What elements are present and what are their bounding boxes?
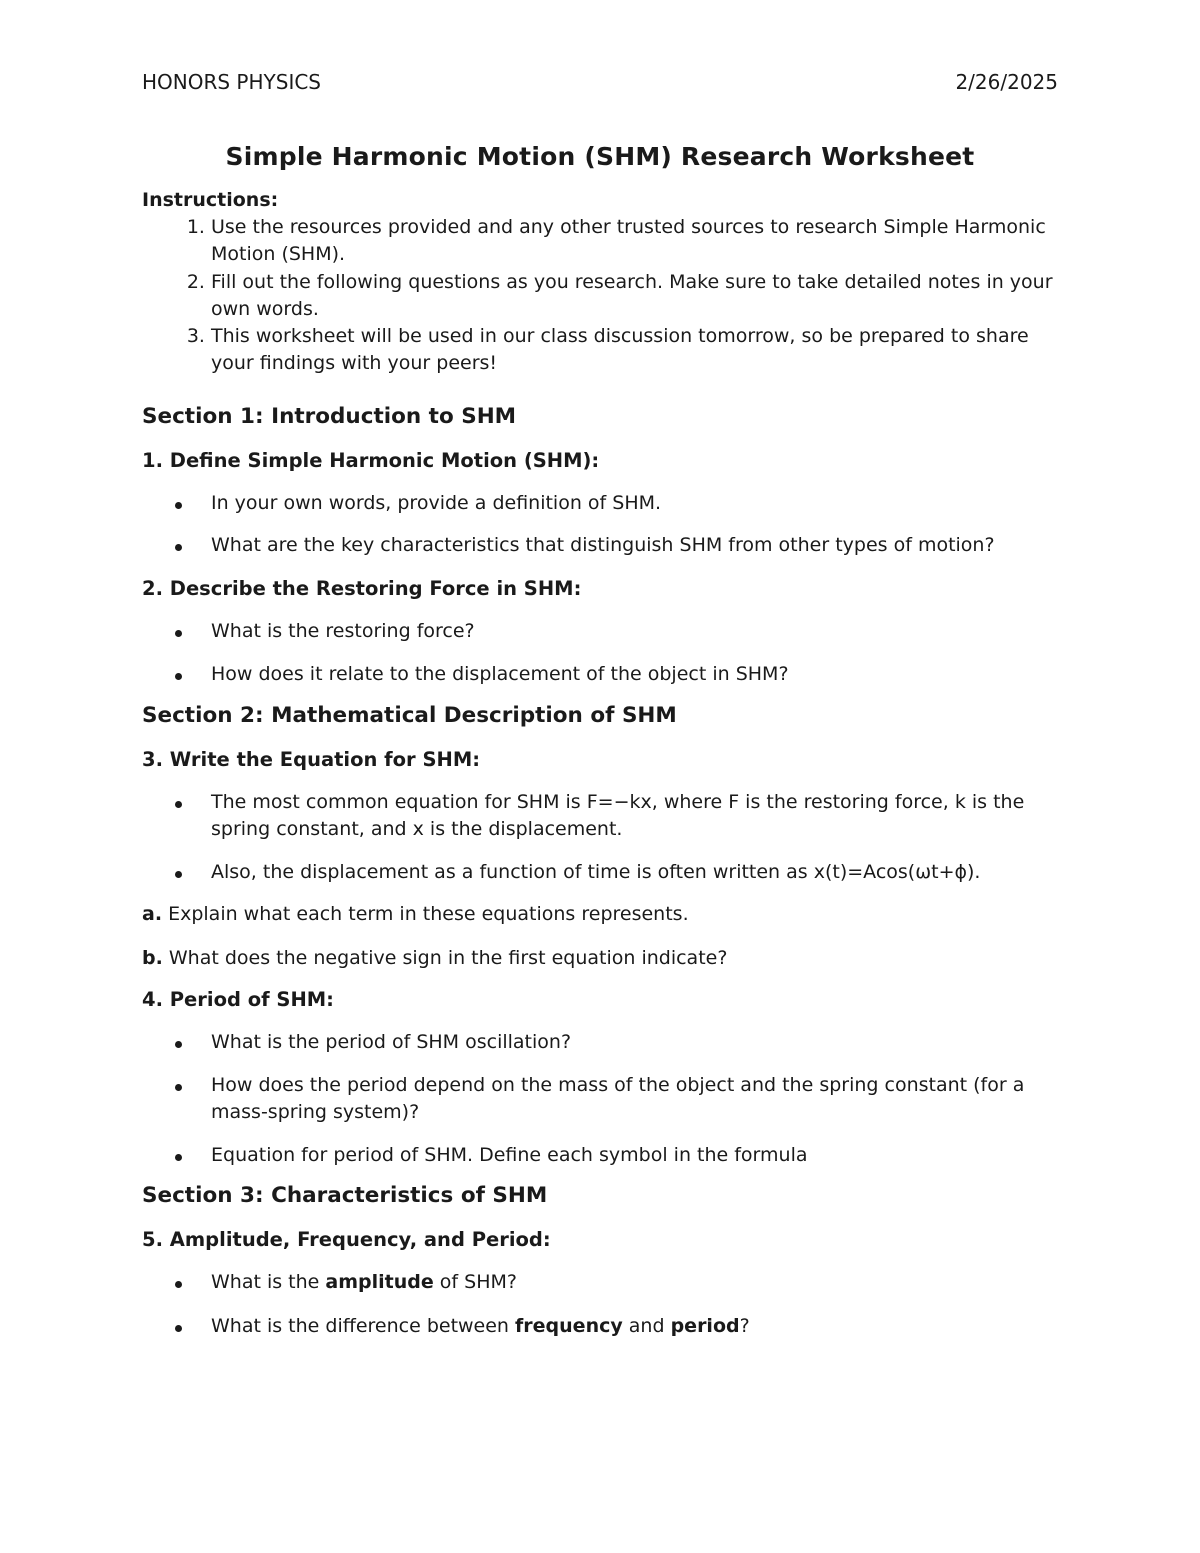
worksheet-title: Simple Harmonic Motion (SHM) Research Worksheet [225,142,975,171]
course-name: HONORS PHYSICS [142,70,322,94]
bullet-icon [175,1325,182,1332]
list-item: What are the key characteristics that distinguish SHM from other types of motion? [142,532,1058,560]
bullet-icon [175,801,182,808]
bullet-icon [175,1154,182,1161]
question-5-bullets [142,1269,1058,1340]
list-item: What is the period of SHM oscillation? [142,1029,1058,1057]
question-3-title: 3. Write the Equation for SHM: [142,747,481,771]
question-1-title: 1. Define Simple Harmonic Motion (SHM): [142,448,600,472]
instruction-item: 1. Use the resources provided and any other trusted sources to research Simple Harmonic Motion (SHM). [211,214,1058,269]
instruction-item: 3. This worksheet will be used in our class discussion tomorrow, so be prepared to share your findings with your peers! [211,323,1058,378]
list-item: Equation for period of SHM. Define each symbol in the formula [142,1142,1058,1170]
question-1-bullets [142,490,1058,560]
bullet-icon [175,1281,182,1288]
section-2-heading: Section 2: Mathematical Description of SHM [142,702,677,728]
list-item: What is the difference between frequency and period? [142,1313,1058,1341]
section-1-heading: Section 1: Introduction to SHM [142,403,517,429]
instructions-label: Instructions: [142,189,279,211]
list-item: Also, the displacement as a function of time is often written as x(t)=Acos(ωt+ϕ). [142,859,1058,887]
worksheet-page [142,68,1058,1340]
question-2-title: 2. Describe the Restoring Force in SHM: [142,576,582,600]
list-item: How does it relate to the displacement of the object in SHM? [142,661,1058,689]
sub-question-text: Explain what each term in these equations represents. [168,903,689,926]
bullet-icon [175,1041,182,1048]
list-item: How does the period depend on the mass of the object and the spring constant (for a mass-spring system)? [142,1072,1058,1127]
bullet-icon [175,1084,182,1091]
document-date: 2/26/2025 [955,70,1058,94]
question-3b [142,944,1058,972]
bullet-icon [175,630,182,637]
question-3a [142,900,1058,928]
question-2-bullets [142,618,1058,689]
bullet-icon [175,871,182,878]
question-3-bullets [142,789,1058,887]
bullet-icon [175,544,182,551]
instruction-item: 2. Fill out the following questions as you research. Make sure to take detailed notes in your own words. [211,269,1058,324]
question-4-title: 4. Period of SHM: [142,988,334,1012]
bullet-icon [175,673,182,680]
question-5-title: 5. Amplitude, Frequency, and Period: [142,1228,551,1252]
document-header [142,68,1058,96]
question-4-bullets [142,1029,1058,1169]
list-item: The most common equation for SHM is F=−kx, where F is the restoring force, k is the spring constant, and x is the displacement. [142,789,1058,844]
sub-question-label: b. [142,947,163,970]
bullet-icon [175,502,182,509]
instructions-list [142,214,1058,378]
sub-question-text: What does the negative sign in the first equation indicate? [168,947,728,970]
list-item: In your own words, provide a definition of SHM. [142,490,1058,518]
sub-question-label: a. [142,903,163,926]
list-item: What is the amplitude of SHM? [142,1269,1058,1297]
list-item: What is the restoring force? [142,618,1058,646]
section-3-heading: Section 3: Characteristics of SHM [142,1183,548,1209]
